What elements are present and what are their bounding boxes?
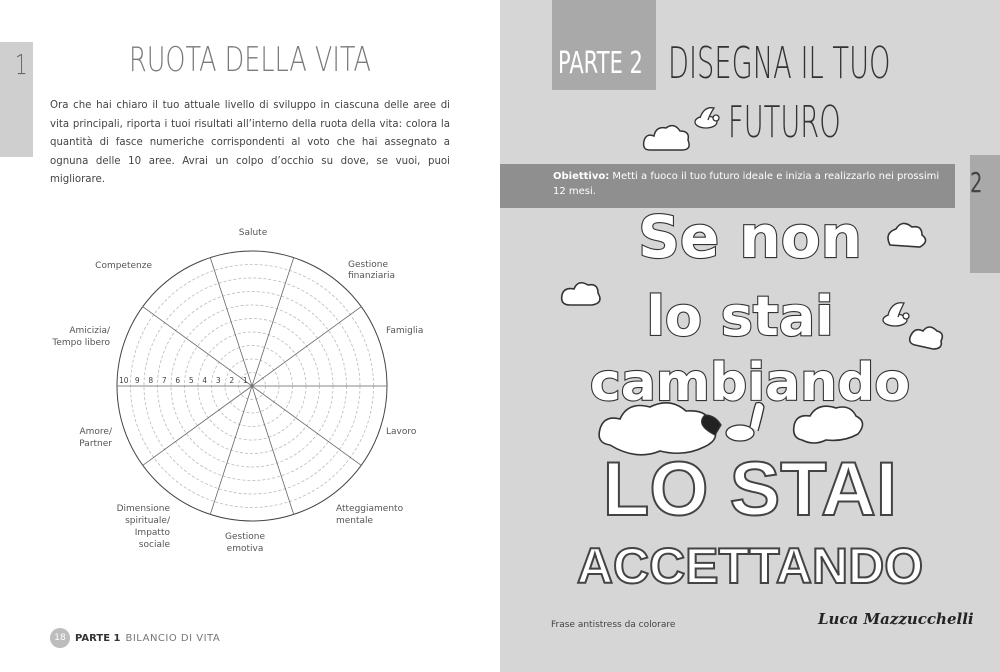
wheel-scale-number: 9 <box>134 376 140 385</box>
wheel-scale-number: 10 <box>118 376 129 385</box>
cloud-icon <box>562 283 600 305</box>
label-dimensione-2: spirituale/ <box>125 516 170 526</box>
wheel-scale-number: 8 <box>148 376 154 385</box>
label-lavoro: Lavoro <box>386 427 417 437</box>
label-gestione-finanziaria-2: finanziaria <box>348 271 396 281</box>
footer-part: PARTE 1 <box>75 632 121 644</box>
chapter-tab-right-number: 2 <box>970 166 983 199</box>
cloud-icon <box>910 327 943 349</box>
chapter-title-line1: DISEGNA IL TUO <box>668 38 891 89</box>
objective-body: Metti a fuoco il tuo futuro ideale e inizia a realizzarlo nei prossimi 12 mesi. <box>553 171 940 197</box>
label-atteggiamento-1: Atteggiamento <box>336 504 404 514</box>
label-salute: Salute <box>238 228 268 238</box>
illustration-caption: Frase antistress da colorare <box>551 620 676 630</box>
label-gestione-emotiva-2: emotiva <box>226 544 264 554</box>
page-number: 18 <box>50 628 70 648</box>
wheel-scale-number: 3 <box>215 376 221 385</box>
quote-line-2: lo stai <box>646 285 834 348</box>
wheel-spoke <box>143 386 252 465</box>
label-amicizia-2: Tempo libero <box>52 338 110 348</box>
bird-icon <box>883 303 909 326</box>
wheel-scale-number: 5 <box>188 376 194 385</box>
label-dimensione-1: Dimensione <box>116 504 170 514</box>
wheel-scale-number: 2 <box>229 376 235 385</box>
author-signature: Luca Mazzucchelli <box>818 610 974 628</box>
parte-label: PARTE 2 <box>558 46 643 81</box>
wheel-grid <box>117 251 387 521</box>
wheel-scale-number: 4 <box>202 376 208 385</box>
chapter-tab-number: 1 <box>15 48 28 81</box>
page-title: RUOTA DELLA VITA <box>129 40 371 80</box>
objective-label: Obiettivo: <box>553 171 610 182</box>
quote-line-3: cambiando <box>589 353 911 413</box>
bird-cloud-illustration <box>640 100 730 160</box>
wheel-spoke <box>143 307 252 386</box>
quote-line-5: ACCETTANDO <box>576 538 924 594</box>
wheel-scale-number: 1 <box>242 376 248 385</box>
wheel-scale <box>119 376 248 385</box>
cloud-icon <box>644 126 690 150</box>
bird-icon <box>695 108 719 128</box>
quote-line-4: LO STAI <box>602 447 898 532</box>
footer-section: BILANCIO DI VITA <box>125 632 221 644</box>
cloud-icon <box>888 223 926 247</box>
quote-illustration <box>540 195 960 625</box>
quote-line-1: Se non <box>638 203 862 271</box>
wheel-spoke <box>252 258 294 386</box>
label-famiglia: Famiglia <box>386 326 424 336</box>
wheel-scale-number: 7 <box>161 376 167 385</box>
wheel-scale-number: 6 <box>175 376 181 385</box>
label-gestione-emotiva-1: Gestione <box>225 532 265 542</box>
page-footer <box>50 628 220 648</box>
wheel-spoke <box>252 386 361 465</box>
label-amicizia-1: Amicizia/ <box>69 326 110 336</box>
label-dimensione-4: sociale <box>138 540 170 550</box>
chapter-title-line2: FUTURO <box>728 97 841 148</box>
label-dimensione-3: Impatto <box>134 528 170 538</box>
intro-paragraph: Ora che hai chiaro il tuo attuale livello di sviluppo in ciascuna delle aree di vita principali, riporta i tuoi risultati all’interno della ruota della vita: colora la quantità di fasce numeriche corrispondenti al voto che hai assegnato a ognuna delle 10 aree. Avrai un colpo d’occhio su dove, se vuoi, puoi migliorare. <box>50 100 450 185</box>
label-amore-2: Partner <box>79 439 112 449</box>
label-atteggiamento-2: mentale <box>336 516 374 526</box>
wheel-spoke <box>252 307 361 386</box>
life-wheel <box>0 215 500 565</box>
label-competenze: Competenze <box>95 261 152 271</box>
label-gestione-finanziaria-1: Gestione <box>348 260 388 270</box>
label-amore-1: Amore/ <box>79 427 112 437</box>
